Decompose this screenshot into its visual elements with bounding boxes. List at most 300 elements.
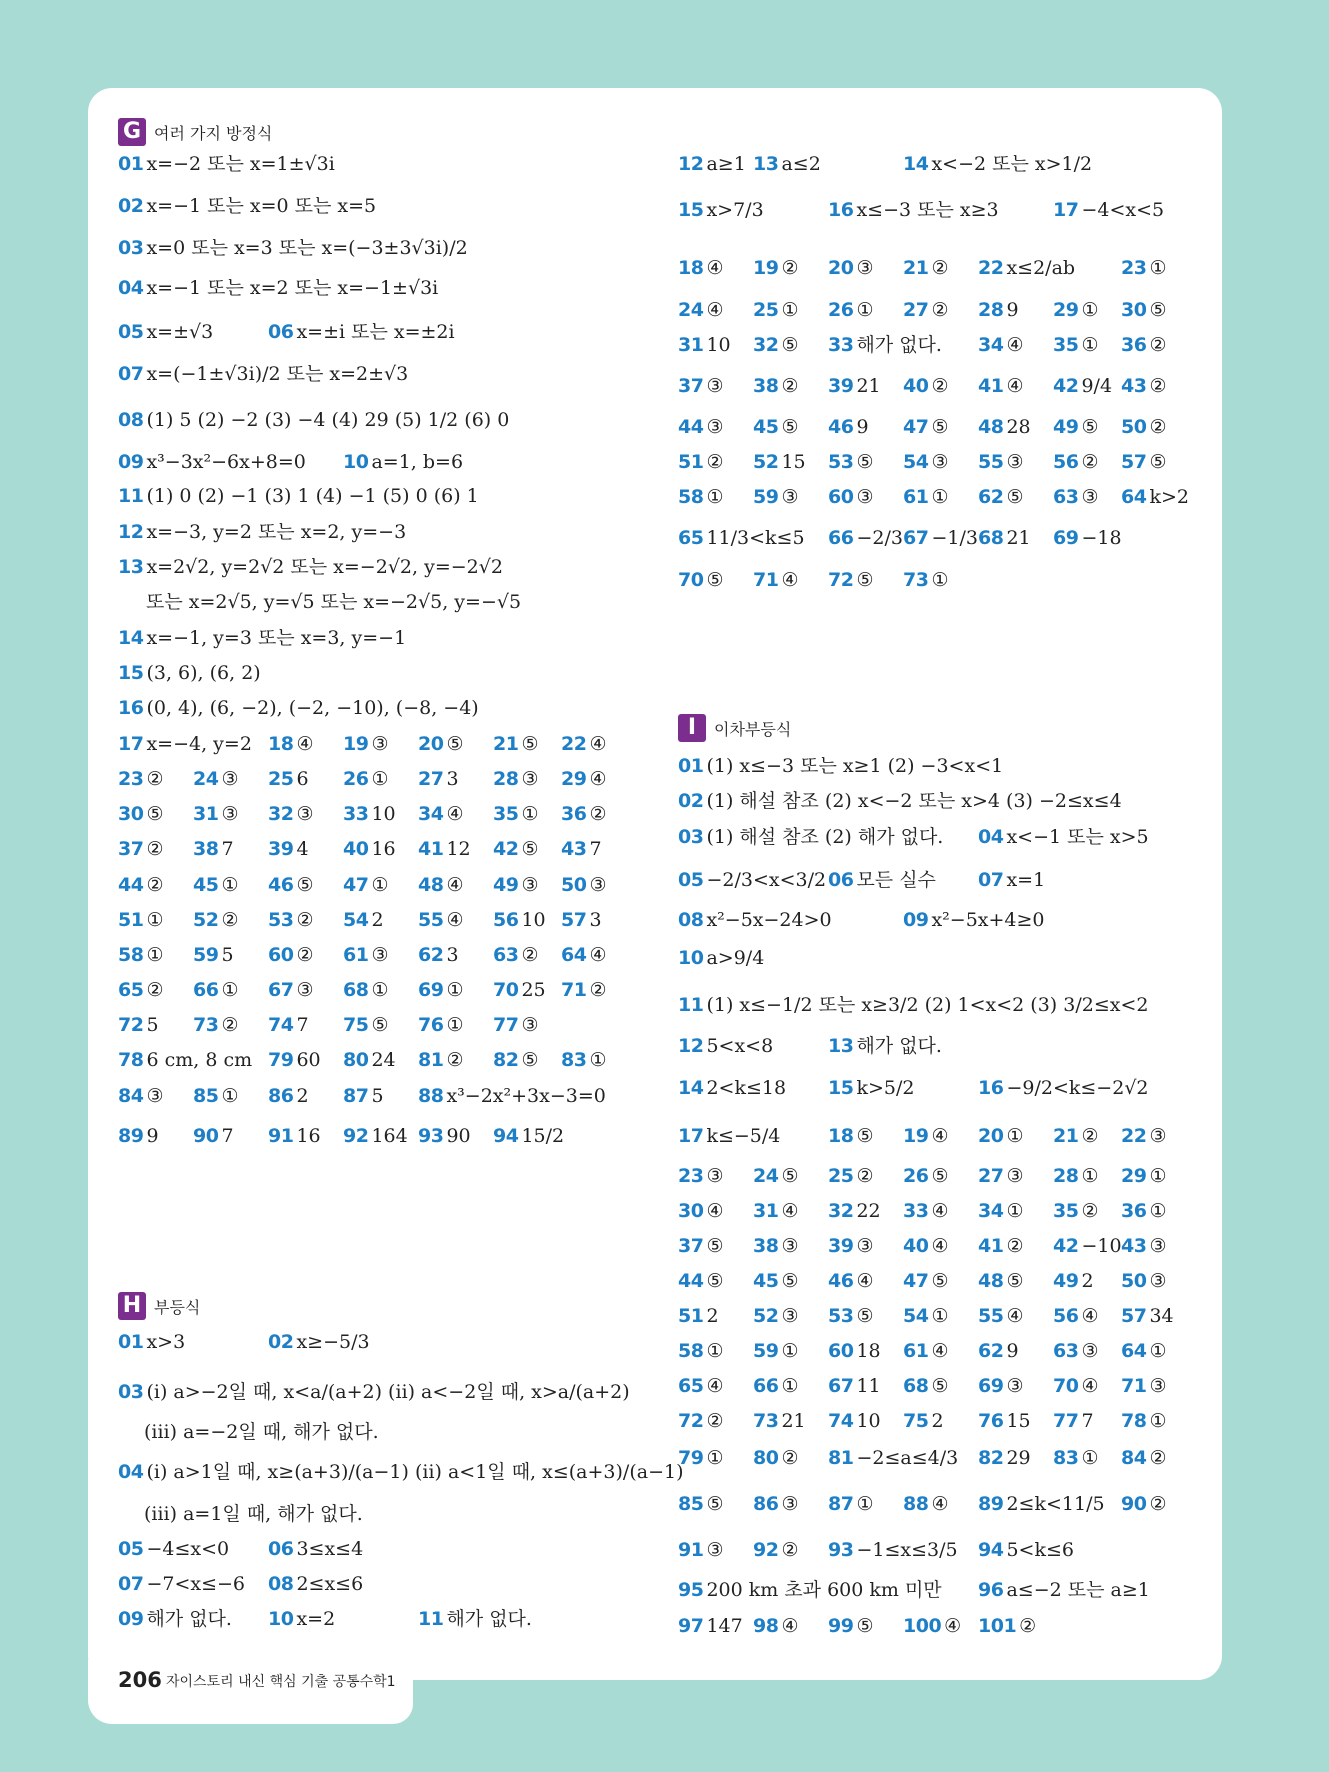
answer-item: [903, 1492, 949, 1516]
question-number: 84: [118, 1085, 144, 1107]
answer-item: [118, 943, 164, 967]
question-number: 40: [903, 375, 929, 397]
answer-text: ①: [1081, 1165, 1099, 1187]
answer-item: [118, 236, 468, 260]
answer-item: [678, 1446, 724, 1470]
answer-text: 5: [146, 1014, 159, 1036]
question-number: 56: [1053, 1305, 1079, 1327]
answer-text: ①: [781, 1375, 799, 1397]
answer-item: [268, 1537, 363, 1561]
answer-text: ①: [781, 299, 799, 321]
answer-text: ③: [589, 874, 607, 896]
answer-text: ⑤: [1006, 1270, 1024, 1292]
answer-text: ②: [589, 979, 607, 1001]
question-number: 72: [828, 569, 854, 591]
answer-item: [828, 1199, 881, 1223]
answer-text: ④: [706, 1375, 724, 1397]
answer-text: 21: [1006, 527, 1031, 549]
answer-text: ③: [371, 944, 389, 966]
question-number: 55: [978, 1305, 1004, 1327]
answer-item: [268, 1572, 363, 1596]
answer-text: 2≤x≤6: [296, 1573, 364, 1595]
answer-item: [753, 450, 806, 474]
question-number: 32: [753, 334, 779, 356]
answer-text: ③: [1006, 451, 1024, 473]
answer-text: ②: [589, 803, 607, 825]
answer-item: [1053, 1164, 1099, 1188]
question-number: 32: [828, 1200, 854, 1222]
answer-item: [1121, 1304, 1174, 1328]
question-number: 18: [268, 733, 294, 755]
answer-item: [118, 661, 261, 685]
answer-text: 해가 없다.: [856, 1035, 942, 1057]
question-number: 78: [118, 1049, 144, 1071]
question-number: 08: [268, 1573, 294, 1595]
answer-item: [418, 1124, 471, 1148]
answer-text: ④: [781, 569, 799, 591]
answer-item: [978, 298, 1019, 322]
answer-item: [343, 1124, 408, 1148]
answer-text: 16: [296, 1125, 321, 1147]
question-number: 48: [978, 1270, 1004, 1292]
answer-text: ⑤: [931, 1270, 949, 1292]
answer-item: [118, 1537, 229, 1561]
answer-item: [268, 943, 314, 967]
answer-text: ③: [781, 486, 799, 508]
answer-text: ①: [706, 1447, 724, 1469]
answer-text: ④: [446, 803, 464, 825]
answer-item: [493, 943, 539, 967]
answer-text: ②: [706, 451, 724, 473]
answer-item: [118, 1330, 185, 1354]
answer-text: ③: [706, 1539, 724, 1561]
question-number: 35: [1053, 334, 1079, 356]
answer-item: [1121, 450, 1167, 474]
question-number: 45: [193, 874, 219, 896]
answer-text: ①: [1149, 257, 1167, 279]
answer-item: [493, 1124, 564, 1148]
answer-text: ②: [1149, 1493, 1167, 1515]
answer-item: [978, 1538, 1074, 1562]
answer-text: ①: [446, 1014, 464, 1036]
answer-item: [268, 1330, 370, 1354]
answer-text: ⑤: [1081, 416, 1099, 438]
question-number: 53: [828, 1305, 854, 1327]
answer-text: 2: [931, 1410, 944, 1432]
question-number: 47: [903, 416, 929, 438]
answer-text: k>5/2: [856, 1077, 915, 1099]
answer-text: 2: [296, 1085, 309, 1107]
question-number: 60: [828, 486, 854, 508]
question-number: 67: [828, 1375, 854, 1397]
question-number: 69: [418, 979, 444, 1001]
question-number: 28: [1053, 1165, 1079, 1187]
question-number: 73: [193, 1014, 219, 1036]
answer-item: [561, 943, 607, 967]
answer-text: 16: [371, 838, 396, 860]
answer-item: [1053, 1446, 1099, 1470]
question-number: 34: [978, 1200, 1004, 1222]
answer-text: x=2: [296, 1608, 336, 1630]
question-number: 68: [903, 1375, 929, 1397]
answer-item: [1121, 1234, 1167, 1258]
answer-item: [193, 767, 239, 791]
answer-item: [978, 256, 1075, 280]
answer-text: ④: [1006, 334, 1024, 356]
question-number: 17: [1053, 199, 1079, 221]
answer-item: [1121, 1199, 1167, 1223]
question-number: 41: [418, 838, 444, 860]
answer-text: ②: [1149, 334, 1167, 356]
answer-text: ④: [931, 1493, 949, 1515]
answer-item: [1121, 1409, 1167, 1433]
answer-item: [678, 1164, 724, 1188]
answer-item: [903, 1124, 949, 1148]
answer-text: (1) x≤−1/2 또는 x≥3/2 (2) 1<x<2 (3) 3/2≤x<2: [706, 994, 1149, 1016]
answer-text: ①: [521, 803, 539, 825]
question-number: 52: [753, 1305, 779, 1327]
answer-item: [828, 868, 936, 892]
answer-item: [418, 873, 464, 897]
answer-item: [828, 333, 942, 357]
question-number: 101: [978, 1615, 1017, 1637]
question-number: 94: [978, 1539, 1004, 1561]
answer-text: ⑤: [931, 1375, 949, 1397]
answer-item: [828, 1124, 874, 1148]
answer-item: [118, 408, 509, 432]
answer-text: ④: [589, 768, 607, 790]
answer-item: [118, 1124, 159, 1148]
answer-text: ④: [781, 1615, 799, 1637]
answer-item: [903, 1409, 944, 1433]
answer-item: [678, 568, 724, 592]
question-number: 69: [1053, 527, 1079, 549]
answer-text: x=−4, y=2: [146, 733, 252, 755]
question-number: 30: [678, 1200, 704, 1222]
answer-item: [268, 978, 314, 1002]
question-number: 08: [118, 409, 144, 431]
answer-text: ②: [296, 944, 314, 966]
question-number: 72: [118, 1014, 144, 1036]
answer-text: ②: [221, 909, 239, 931]
answer-text: −2/3: [856, 527, 903, 549]
question-number: 84: [1121, 1447, 1147, 1469]
answer-text: ⑤: [446, 733, 464, 755]
answer-item: [903, 1614, 961, 1638]
answer-item: [1053, 1339, 1099, 1363]
question-number: 57: [561, 909, 587, 931]
answer-text: ④: [931, 1340, 949, 1362]
question-number: 91: [678, 1539, 704, 1561]
answer-text: ⑤: [706, 1493, 724, 1515]
answer-item: [678, 1492, 724, 1516]
question-number: 80: [343, 1049, 369, 1071]
question-number: 32: [268, 803, 294, 825]
answer-text: 5: [221, 944, 234, 966]
question-number: 07: [118, 1573, 144, 1595]
question-number: 70: [678, 569, 704, 591]
question-number: 63: [493, 944, 519, 966]
question-number: 45: [753, 1270, 779, 1292]
answer-item: [678, 789, 1122, 813]
question-number: 92: [343, 1125, 369, 1147]
answer-item: [493, 802, 539, 826]
answer-text: (1) 0 (2) −1 (3) 1 (4) −1 (5) 0 (6) 1: [146, 485, 479, 507]
answer-item: [828, 374, 881, 398]
question-number: 07: [118, 363, 144, 385]
answer-text: ②: [931, 375, 949, 397]
answer-item: [828, 1234, 874, 1258]
answer-text: 200 km 초과 600 km 미만: [706, 1579, 942, 1601]
answer-text: ④: [706, 299, 724, 321]
answer-text: ④: [856, 1270, 874, 1292]
question-number: 70: [1053, 1375, 1079, 1397]
question-number: 61: [903, 486, 929, 508]
answer-item: [978, 1374, 1024, 1398]
question-number: 65: [678, 527, 704, 549]
answer-text: ②: [1006, 1235, 1024, 1257]
answer-text: ①: [1081, 334, 1099, 356]
question-number: 42: [493, 838, 519, 860]
answer-item: [1053, 1124, 1099, 1148]
answer-text: ④: [706, 1200, 724, 1222]
answer-text: ⑤: [856, 1615, 874, 1637]
answer-text: ②: [931, 299, 949, 321]
question-number: 31: [753, 1200, 779, 1222]
answer-item: [193, 1084, 239, 1108]
answer-text: 21: [781, 1410, 806, 1432]
answer-item: [118, 362, 408, 386]
question-number: 41: [978, 1235, 1004, 1257]
answer-item: [678, 526, 805, 550]
answer-item: [118, 1084, 164, 1108]
answer-text: x=−1, y=3 또는 x=3, y=−1: [146, 627, 407, 649]
answer-text: ③: [221, 803, 239, 825]
question-number: 50: [1121, 1270, 1147, 1292]
answer-item: [343, 802, 396, 826]
answer-text: ③: [856, 486, 874, 508]
question-number: 06: [828, 869, 854, 891]
answer-item: [493, 732, 539, 756]
answer-item: [193, 837, 234, 861]
answer-text: ②: [146, 768, 164, 790]
answer-item: [978, 1304, 1024, 1328]
question-number: 25: [753, 299, 779, 321]
answer-text: ①: [1081, 1447, 1099, 1469]
answer-item: [343, 732, 389, 756]
question-number: 97: [678, 1615, 704, 1637]
question-number: 50: [1121, 416, 1147, 438]
answer-text: ①: [221, 1085, 239, 1107]
answer-item: [678, 1339, 724, 1363]
question-number: 58: [118, 944, 144, 966]
answer-text: 18: [856, 1340, 881, 1362]
answer-text: ④: [706, 257, 724, 279]
question-number: 46: [268, 874, 294, 896]
question-number: 82: [493, 1049, 519, 1071]
answer-item: [1121, 256, 1167, 280]
answer-text: ③: [781, 1305, 799, 1327]
answer-item: [678, 298, 724, 322]
question-number: 44: [118, 874, 144, 896]
answer-item: [903, 1234, 949, 1258]
question-number: 48: [978, 416, 1004, 438]
answer-item: [678, 374, 724, 398]
question-number: 64: [1121, 486, 1147, 508]
answer-item: [118, 520, 406, 544]
question-number: 26: [903, 1165, 929, 1187]
answer-item: [418, 943, 459, 967]
question-number: 90: [193, 1125, 219, 1147]
answer-item: [678, 333, 731, 357]
answer-text: ①: [589, 1049, 607, 1071]
answer-item: [978, 1076, 1149, 1100]
answer-item: [343, 873, 389, 897]
answer-text: −1/3: [931, 527, 978, 549]
answer-text: 3≤x≤4: [296, 1538, 364, 1560]
question-number: 37: [678, 375, 704, 397]
question-number: 26: [343, 768, 369, 790]
answer-item: [418, 1048, 464, 1072]
answer-text: 28: [1006, 416, 1031, 438]
question-number: 73: [903, 569, 929, 591]
answer-text: ②: [1149, 375, 1167, 397]
question-number: 13: [828, 1035, 854, 1057]
answer-text: ①: [446, 979, 464, 1001]
answer-text: a>9/4: [706, 947, 765, 969]
question-number: 20: [418, 733, 444, 755]
question-number: 27: [418, 768, 444, 790]
answer-item: [678, 1124, 780, 1148]
answer-item: [753, 1374, 799, 1398]
answer-text: ④: [589, 944, 607, 966]
question-number: 23: [118, 768, 144, 790]
answer-item: [828, 450, 874, 474]
answer-text: x≤2/ab: [1006, 257, 1076, 279]
answer-item: [753, 1492, 799, 1516]
answer-text: ③: [1149, 1235, 1167, 1257]
question-number: 16: [118, 697, 144, 719]
question-number: 80: [753, 1447, 779, 1469]
answer-item: [418, 1013, 464, 1037]
answer-item: [978, 1234, 1024, 1258]
answer-text: ③: [856, 257, 874, 279]
answer-item: [118, 837, 164, 861]
question-number: 66: [753, 1375, 779, 1397]
question-number: 52: [753, 451, 779, 473]
question-number: 03: [118, 237, 144, 259]
answer-item: [903, 485, 949, 509]
answer-item: [978, 1269, 1024, 1293]
answer-text: ①: [1149, 1340, 1167, 1362]
question-number: 05: [118, 1538, 144, 1560]
answer-item: [678, 1034, 773, 1058]
answer-text: 4: [296, 838, 309, 860]
question-number: 22: [561, 733, 587, 755]
question-number: 02: [678, 790, 704, 812]
question-number: 37: [118, 838, 144, 860]
question-number: 87: [828, 1493, 854, 1515]
answer-item: [144, 1502, 363, 1526]
answer-text: 2<k≤18: [706, 1077, 787, 1099]
question-number: 14: [678, 1077, 704, 1099]
answer-text: 15: [1006, 1410, 1031, 1432]
answer-item: [1053, 1304, 1099, 1328]
question-number: 16: [828, 199, 854, 221]
answer-text: ③: [371, 733, 389, 755]
answer-item: [343, 1084, 384, 1108]
question-number: 48: [418, 874, 444, 896]
answer-item: [561, 1048, 607, 1072]
answer-item: [678, 868, 826, 892]
answer-text: ④: [296, 733, 314, 755]
answer-text: ②: [146, 979, 164, 1001]
answer-item: [493, 1013, 539, 1037]
answer-text: 147: [706, 1615, 743, 1637]
answer-text: ①: [931, 569, 949, 591]
answer-text: 2: [706, 1305, 719, 1327]
question-number: 93: [828, 1539, 854, 1561]
answer-item: [828, 1374, 881, 1398]
answer-item: [118, 626, 406, 650]
answer-item: [268, 1013, 309, 1037]
answer-text: x=±√3: [146, 321, 214, 343]
answer-text: ④: [1006, 1305, 1024, 1327]
question-number: 02: [118, 195, 144, 217]
question-number: 19: [343, 733, 369, 755]
answer-item: [828, 256, 874, 280]
section-badge: G: [118, 118, 146, 146]
question-number: 47: [343, 874, 369, 896]
answer-item: [268, 908, 314, 932]
answer-text: ③: [1081, 1340, 1099, 1362]
question-number: 65: [678, 1375, 704, 1397]
question-number: 25: [828, 1165, 854, 1187]
question-number: 28: [978, 299, 1004, 321]
question-number: 92: [753, 1539, 779, 1561]
answer-text: 29: [1006, 1447, 1031, 1469]
answer-text: ②: [781, 1539, 799, 1561]
question-number: 54: [903, 451, 929, 473]
answer-item: [1121, 1492, 1167, 1516]
answer-text: ②: [521, 944, 539, 966]
answer-item: [1121, 1269, 1167, 1293]
answer-item: [268, 1124, 321, 1148]
answer-text: ③: [1006, 1165, 1024, 1187]
question-number: 81: [828, 1447, 854, 1469]
question-number: 29: [1121, 1165, 1147, 1187]
answer-text: ③: [706, 375, 724, 397]
answer-text: 3: [446, 944, 459, 966]
answer-item: [493, 873, 539, 897]
answer-text: 164: [371, 1125, 408, 1147]
question-number: 24: [193, 768, 219, 790]
answer-text: x³−3x²−6x+8=0: [146, 451, 306, 473]
question-number: 35: [1053, 1200, 1079, 1222]
question-number: 34: [418, 803, 444, 825]
question-number: 21: [493, 733, 519, 755]
answer-text: ⑤: [296, 874, 314, 896]
question-number: 08: [678, 909, 704, 931]
answer-item: [753, 374, 799, 398]
answer-text: 10: [706, 334, 731, 356]
question-number: 88: [418, 1085, 444, 1107]
question-number: 45: [753, 416, 779, 438]
question-number: 31: [193, 803, 219, 825]
question-number: 56: [493, 909, 519, 931]
answer-item: [118, 1048, 252, 1072]
answer-text: a≥1: [706, 153, 746, 175]
